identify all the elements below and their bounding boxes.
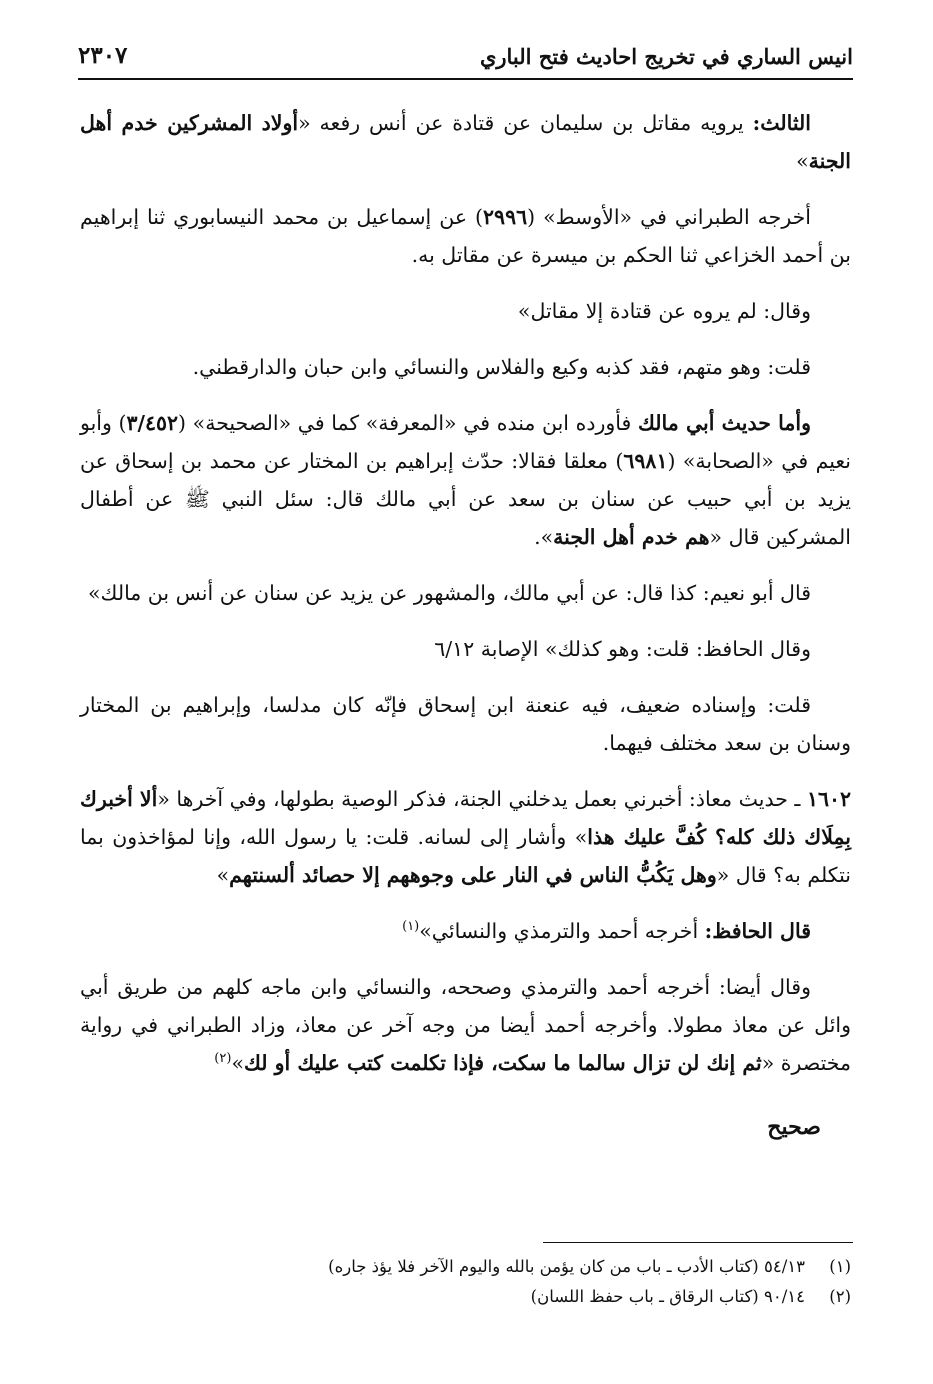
hadith-text: هم خدم أهل الجنة: [553, 525, 710, 549]
paragraph-abu-malik: وأما حديث أبي مالك فأورده ابن منده في «المعرفة» كما في «الصحيحة» (٣/٤٥٢) وأبو نعيم في «الصحابة» (٦٩٨١) معلقا فقالا: حدّث إبراهيم بن المختار عن محمد بن إسحاق عن يزيد بن أبي حبيب عن سنان بن سعد عن أبي مالك قال: سئل النبي ﷺ عن أطفال المشركين قال «هم خدم أهل الجنة».: [80, 411, 851, 549]
paragraph-hafiz-takhrij: قال الحافظ: أخرجه أحمد والترمذي والنسائي»$^{(١)}$: [402, 919, 811, 943]
footnote-text: ٩٠/١٤ (كتاب الرقاق ـ باب حفظ اللسان): [530, 1287, 805, 1306]
paragraph-abu-nuaym: قال أبو نعيم: كذا قال: عن أبي مالك، والمشهور عن يزيد عن سنان عن أنس بن مالك»: [88, 581, 811, 605]
paragraph-tabarani-comment: وقال: لم يروه عن قتادة إلا مقاتل»: [517, 299, 811, 323]
footnote-number: (٢): [829, 1287, 851, 1306]
paragraph-isnad-weak: قلت: وإسناده ضعيف، فيه عنعنة ابن إسحاق فإنّه كان مدلسا، وإبراهيم بن المختار وسنان بن سعد مختلف فيهما.: [80, 693, 851, 755]
paragraph-hadith-1602: ١٦٠٢ ـ حديث معاذ: أخبرني بعمل يدخلني الجنة، فذكر الوصية بطولها، وفي آخرها «ألا أخبرك بِمِلَاك ذلك كله؟ كُفَّ عليك هذا» وأشار إلى لسانه. قلت: يا رسول الله، وإنا لمؤاخذون بما نتكلم به؟ قال «وهل يَكُبُّ الناس في النار على وجوههم إلا حصائد ألسنتهم»: [80, 787, 851, 887]
paragraph-third-narration: الثالث: يرويه مقاتل بن سليمان عن قتادة عن أنس رفعه «أولاد المشركين خدم أهل الجنة»: [80, 111, 851, 173]
paragraph-hafiz-isaba: وقال الحافظ: قلت: وهو كذلك» الإصابة ٦/١٢: [434, 637, 811, 661]
footnote-ref: (١): [402, 919, 420, 935]
reference-number: ٣/٤٥٢: [126, 411, 179, 435]
page-header: [78, 38, 853, 80]
grading-verdict: صحيح: [767, 1114, 821, 1140]
paragraph-label: الثالث:: [752, 111, 811, 135]
footnote-text: ٥٤/١٣ (كتاب الأدب ـ باب من كان يؤمن بالله واليوم الآخر فلا يؤذ جاره): [328, 1257, 805, 1276]
reference-number: ٦٩٨١: [623, 449, 668, 473]
hadith-text: أولاد المشركين خدم أهل الجنة: [80, 111, 851, 173]
page-number: ٢٣٠٧: [78, 42, 128, 69]
hadith-number: ١٦٠٢: [806, 787, 851, 811]
running-title: انيس الساري في تخريج احاديث فتح الباري: [479, 44, 853, 69]
reference-number: ٢٩٩٦: [483, 205, 528, 229]
footnotes: [80, 1252, 851, 1312]
section-heading: وأما حديث أبي مالك: [637, 411, 811, 435]
footnote-ref: (٢): [214, 1051, 232, 1067]
page-body: [80, 104, 851, 1164]
footnote: [80, 1252, 851, 1282]
footnote-number: (١): [829, 1257, 851, 1276]
paragraph-label: قال الحافظ:: [704, 919, 811, 943]
paragraph-grading-muqatil: قلت: وهو متهم، فقد كذبه وكيع والفلاس والنسائي وابن حبان والدارقطني.: [192, 355, 811, 379]
paragraph-takhrij-tabarani: أخرجه الطبراني في «الأوسط» (٢٩٩٦) عن إسماعيل بن محمد النيسابوري ثنا إبراهيم بن أحمد الخزاعي ثنا الحكم بن ميسرة عن مقاتل به.: [80, 205, 851, 267]
hadith-text: وهل يَكُبُّ الناس في النار على وجوههم إلا حصائد ألسنتهم: [229, 863, 717, 887]
paragraph-also-said: وقال أيضا: أخرجه أحمد والترمذي وصححه، والنسائي وابن ماجه كلهم من طريق أبي وائل عن معاذ مطولا. وأخرجه أحمد أيضا من وجه آخر عن معاذ، وزاد الطبراني في رواية مختصرة «ثم إنك لن تزال سالما ما سكت، فإذا تكلمت كتب عليك أو لك»$^{(٢)}$: [80, 975, 851, 1075]
hadith-text: ثم إنك لن تزال سالما ما سكت، فإذا تكلمت كتب عليك أو لك: [243, 1051, 762, 1075]
hadith-text: ألا أخبرك بِمِلَاك ذلك كله؟ كُفَّ عليك هذا: [80, 787, 851, 849]
footnote: [80, 1282, 851, 1312]
footnote-divider: [543, 1242, 853, 1243]
